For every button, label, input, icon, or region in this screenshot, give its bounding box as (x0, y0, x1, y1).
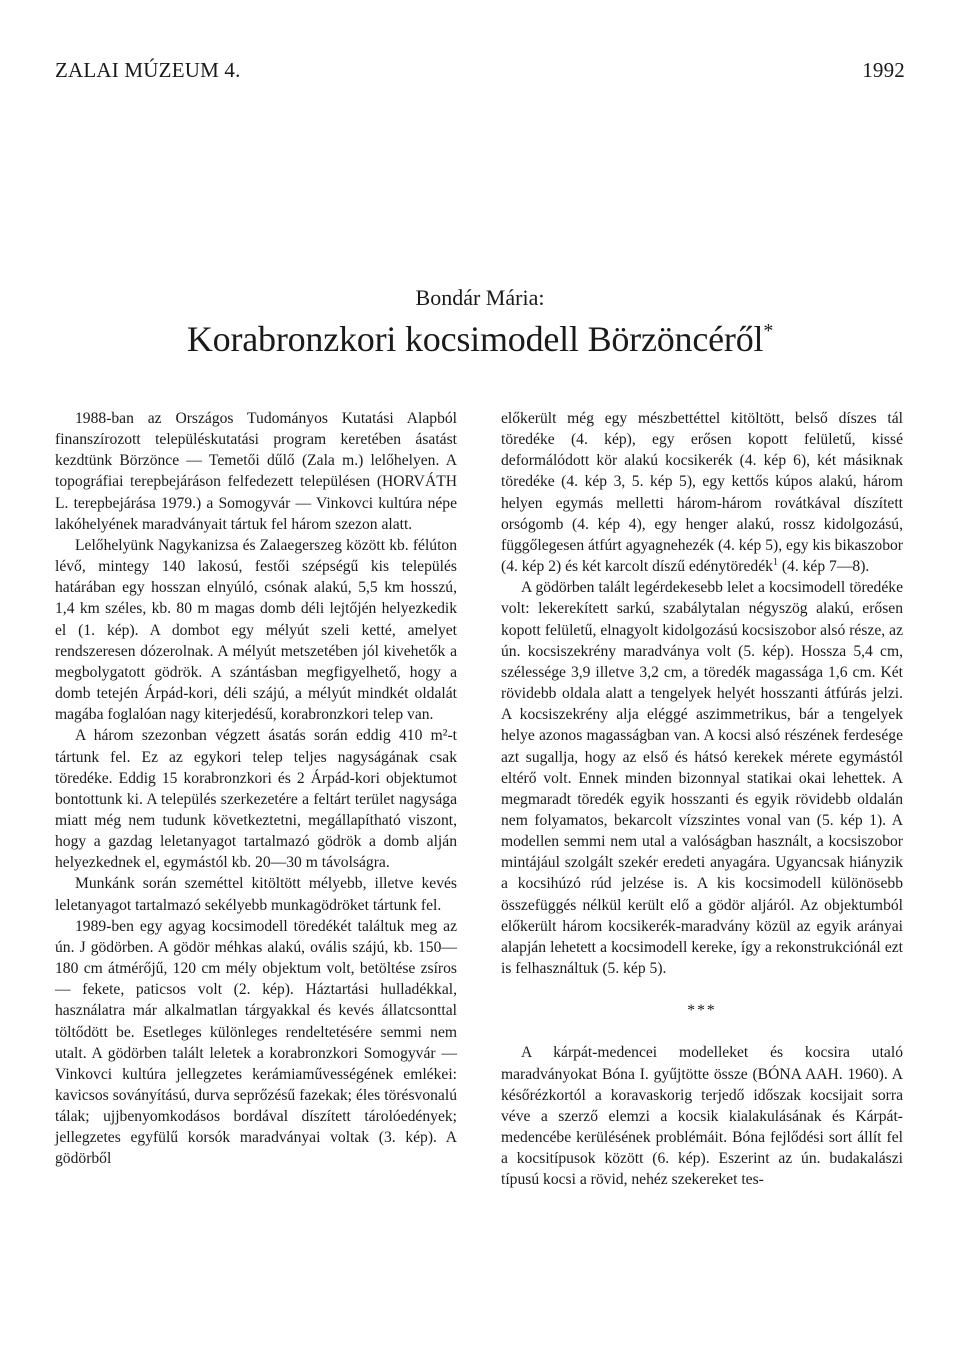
paragraph-pit-j: 1989-ben egy agyag kocsimodell töredékét találtuk meg az ún. J gödörben. A gödör méhkas alakú, ovális szájú, kb. 150—180 cm átmérőjű, 120 cm mély objektum volt, betöltése zsíros — fekete, paticsos volt (2. kép). Háztartási hulladékkal, használatra már alkalmatlan tárgyakkal és kevés állatcsonttal töltődött be. Esetleges különleges rendeltetésére semmi nem utalt. A gödörben talált leletek a korabronzkori Somogyvár — Vinkovci kultúra jellegzetes kerámiaművességének emlékei: kavicsos soványítású, durva seprőzésű fazekak; éles törésvonalú tálak; ujjbenyomkodásos bordával díszített tárolóedények; jellegzetes egyfülű korsók maradványai voltak (3. kép). A gödörből (55, 917, 457, 1168)
paragraph-intro: 1988-ban az Országos Tudományos Kutatási Alapból finanszírozott településkutatási program keretében ásatást kezdtünk Börzönce — Temetői dűlő (Zala m.) lelőhelyen. A topográfiai terepbejáráson felfedezett településen (HORVÁTH L. terepbejárása 1979.) a Somogyvár — Vinkovci kultúra népe lakóhelyének maradványait tártuk fel három szezon alatt. (55, 410, 457, 533)
publication-year: 1992 (862, 58, 905, 82)
journal-name: ZALAI MÚZEUM 4. (55, 58, 241, 82)
article-title-block (0, 318, 960, 360)
right-column (501, 408, 903, 1190)
paragraph-pits: Munkánk során szeméttel kitöltött mélyebb, illetve kevés leletanyagot tartalmazó sekélyebb munkagödröket tártunk fel. (55, 875, 457, 914)
paragraph-finds-text: előkerült még egy mészbettéttel kitöltött, belső díszes tál töredéke (4. kép), egy erősen kopott felületű, kissé deformálódott kör alakú kocsikerék (4. kép 6), két másiknak töredéke (4. kép 3, 5. kép 5), egy kettős kúpos alakú, három helyen egymás melletti három-három rovátkával díszített orsógomb (4. kép 4), egy henger alakú, rossz kidolgozású, függőlegesen átfúrt agyagnehezék (4. kép 5), egy kis bikaszobor (4. kép 2) és két karcolt díszű edénytöredék (501, 410, 903, 576)
left-column (55, 408, 457, 1170)
paragraph-excavation: A három szezonban végzett ásatás során eddig 410 m²-t tártunk fel. Ez az egykori telep teljes nagyságának csak töredéke. Eddig 15 korabronzkori és 2 Árpád-kori objektumot bontottunk ki. A település szerkezetére a feltárt terület nagysága miatt még nem tudunk következtetni, megállapítható viszont, hogy a gazdag leletanyagot tartalmazó gödrök a domb alján helyezkednek el, egymástól kb. 20—30 m távolságra. (55, 727, 457, 872)
paragraph-wagon-model: A gödörben talált legérdekesebb lelet a kocsimodell töredéke volt: lekerekített sarkú, szabálytalan négyszög alakú, erősen kopott felületű, elnagyolt kidolgozású kocsiszobor alsó része, az ún. kocsiszekrény maradványa volt (5. kép). Hossza 5,4 cm, szélessége 3,9 illetve 3,2 cm, a töredék magassága 1,6 cm. Két rövidebb oldala alatt a tengelyek helyét hosszanti átfúrás jelzi. A kocsiszekrény alja eléggé aszimmetrikus, bár a tengelyek helye azonos magasságban van. A kocsi alsó részének ferdesége azt sugallja, hogy az első és hátsó kerekek mérete egymástól eltérő volt. Ennek minden bizonnyal statikai okai lehettek. A megmaradt töredék egyik hosszanti és egyik rövidebb oldalán nem folyamatos, bekarcolt vízszintes vonal van (5. kép 1). A modellen semmi nem utal a valóságban használt, a kocsiszobor mintájául szolgált szekér eredeti anyagára. Ugyancsak hiányzik a kocsihúzó rúd jelzése is. A kis kocsimodell különösebb összefüggés nélkül került elő a gödör aljáról. Az objektumból előkerült három kocsikerék-maradvány közül az egyik arányai alapján lehetett a kocsimodell kereke, így a rekonstrukciónál ezt is felhasználtuk (5. kép 5). (501, 579, 903, 978)
paragraph-site-location: Lelőhelyünk Nagykanizsa és Zalaegerszeg között kb. félúton lévő, mintegy 140 lakosú, festői szépségű kis település határában egy hosszan elnyúló, csónak alakú, 5,5 km hosszú, 1,4 km széles, kb. 80 m magas domb déli lejtőjén helyezkedik el (1. kép). A dombot egy mélyút szeli ketté, amelyet rendszeresen dózerolnak. A mélyút metszetében jól kivehetők a megbolygatott gödrök. A szántásban megfigyelhető, hogy a domb tetején Árpád-kori, déli szájú, a mélyút mindkét oldalát magába foglalóan nagy kiterjedésű, korabronzkori telep van. (55, 536, 457, 724)
article-title: Korabronzkori kocsimodell Börzöncéről (186, 319, 764, 359)
paragraph-carpathian-models: A kárpát-medencei modelleket és kocsira utaló maradványokat Bóna I. gyűjtötte össze (BÓNA AAH. 1960). A későrézkortól a koravaskorig terjedő időszak kocsijait sorra véve a szerző elemzi a kocsik kialakulásának és Kárpát-medencébe kerülésének problémáit. Bóna fejlődési sort állít fel a kocsitípusok között (6. kép). Eszerint az ún. budakalászi típusú kocsi a rövid, nehéz szekereket tes- (501, 1044, 903, 1189)
section-separator: *** (687, 1002, 717, 1020)
paragraph-finds-end: (4. kép 7—8). (777, 558, 870, 576)
running-header (55, 58, 905, 83)
article-author: Bondár Mária: (415, 285, 545, 310)
title-footnote-mark: * (763, 320, 774, 342)
paragraph-finds (501, 408, 903, 577)
footnote-reference: 1 (772, 557, 778, 569)
